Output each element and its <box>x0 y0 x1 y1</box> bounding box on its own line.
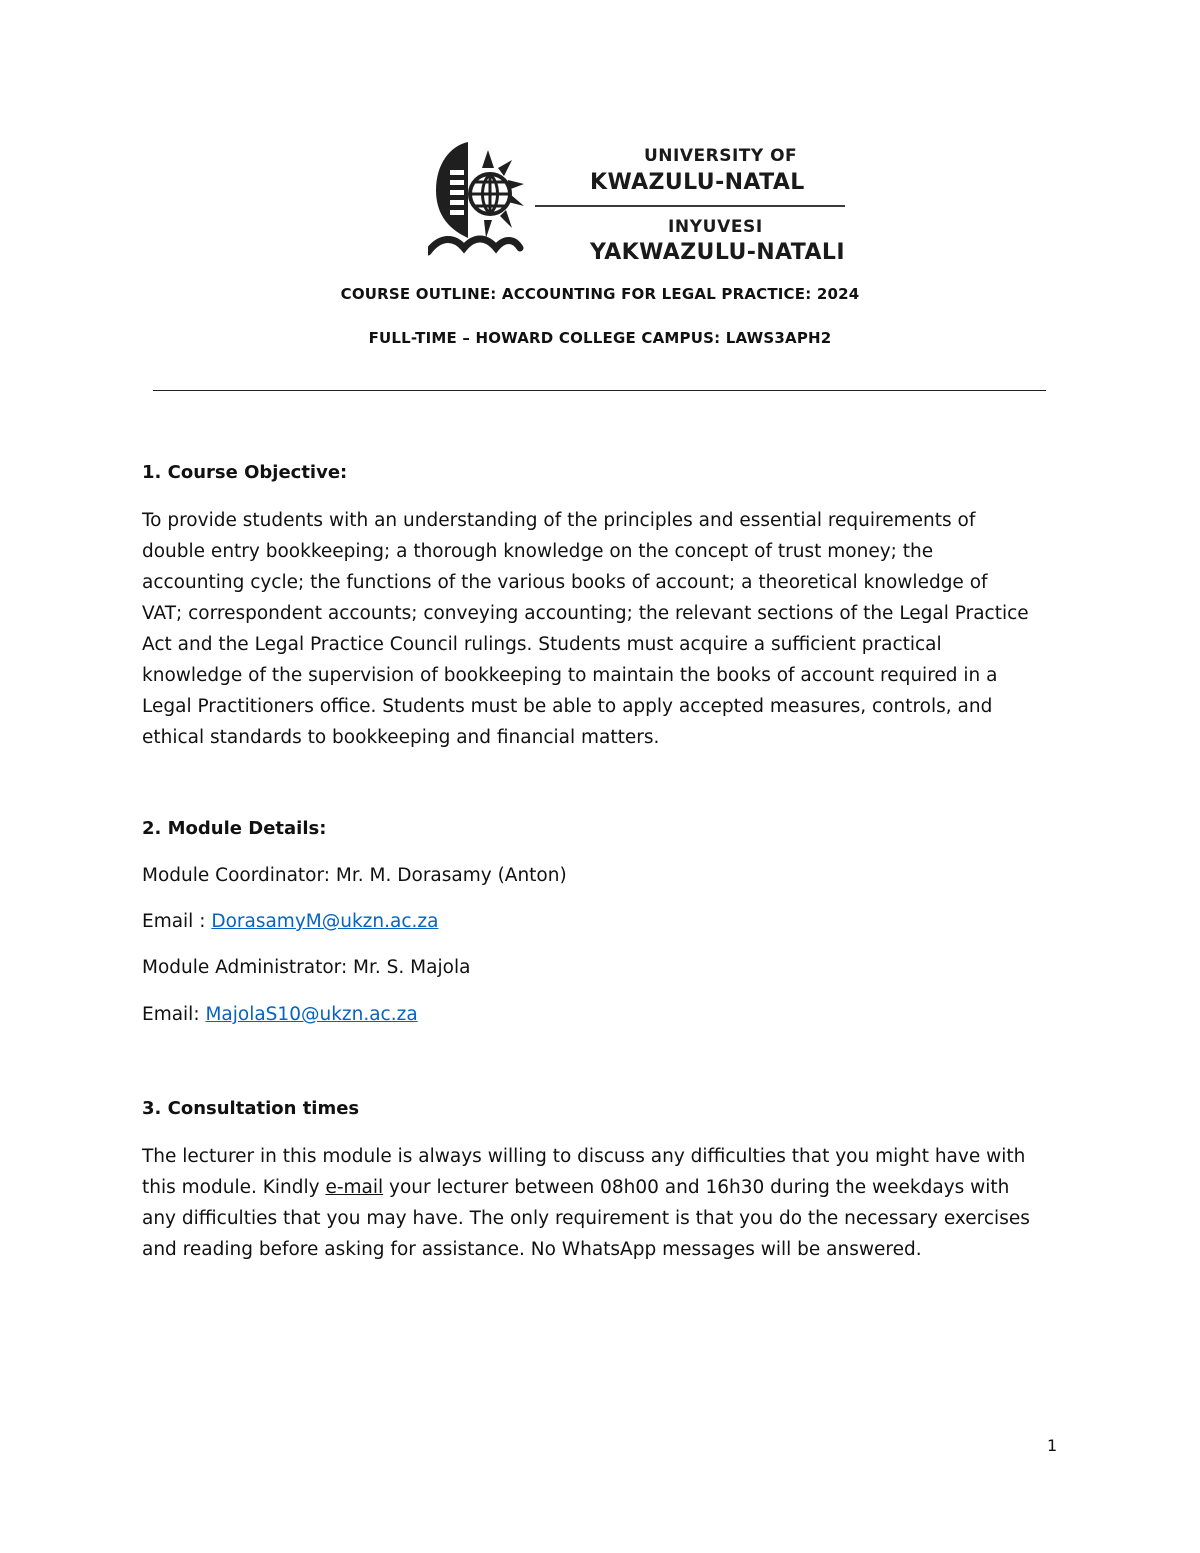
logo-line-3: INYUVESI <box>668 217 763 237</box>
university-logo <box>428 140 845 266</box>
paragraph-line: and reading before asking for assistance. No WhatsApp messages will be answered. <box>142 1239 922 1260</box>
paragraph-line: The lecturer in this module is always willing to discuss any difficulties that you might have with <box>142 1146 1026 1167</box>
email-label: Email: <box>142 1004 206 1025</box>
administrator-email-link[interactable]: MajolaS10@ukzn.ac.za <box>205 1004 418 1025</box>
logo-text <box>590 140 845 265</box>
text-segment: this module. Kindly <box>142 1177 326 1198</box>
logo-line-4: YAKWAZULU-NATALI <box>590 240 845 265</box>
consultation-paragraph <box>142 1141 1062 1265</box>
logo-line-1: UNIVERSITY OF <box>644 146 798 166</box>
logo-line-2: KWAZULU-NATAL <box>590 170 805 195</box>
section-course-objective-title: 1. Course Objective: <box>142 462 348 483</box>
section-consultation-times-title: 3. Consultation times <box>142 1098 360 1119</box>
paragraph-line <box>142 1172 1062 1203</box>
paragraph-line: Act and the Legal Practice Council rulings. Students must acquire a sufficient practical <box>142 634 942 655</box>
paragraph-line: ethical standards to bookkeeping and financial matters. <box>142 727 660 748</box>
paragraph-line: VAT; correspondent accounts; conveying accounting; the relevant sections of the Legal Practice <box>142 603 1029 624</box>
paragraph-line: To provide students with an understanding of the principles and essential requirements of <box>142 510 976 531</box>
university-crest-icon <box>428 140 588 266</box>
module-coordinator: Module Coordinator: Mr. M. Dorasamy (Anton) <box>142 865 567 886</box>
paragraph-line: double entry bookkeeping; a thorough knowledge on the concept of trust money; the <box>142 541 934 562</box>
course-objective-paragraph <box>142 505 1062 753</box>
text-segment: your lecturer between 08h00 and 16h30 during the weekdays with <box>383 1177 1010 1198</box>
paragraph-line: Legal Practitioners office. Students must be able to apply accepted measures, controls, and <box>142 696 993 717</box>
email-label: Email : <box>142 911 212 932</box>
header-divider <box>153 390 1046 391</box>
document-title: COURSE OUTLINE: ACCOUNTING FOR LEGAL PRACTICE: 2024 <box>340 285 860 303</box>
email-word-link[interactable]: e-mail <box>325 1177 384 1198</box>
logo-divider <box>535 205 845 207</box>
section-module-details-title: 2. Module Details: <box>142 818 327 839</box>
paragraph-line: knowledge of the supervision of bookkeeping to maintain the books of account required in a <box>142 665 998 686</box>
coordinator-email-row <box>142 911 438 932</box>
document-subtitle: FULL-TIME – HOWARD COLLEGE CAMPUS: LAWS3APH2 <box>368 329 832 347</box>
page-number: 1 <box>1047 1436 1058 1455</box>
coordinator-email-link[interactable]: DorasamyM@ukzn.ac.za <box>211 911 439 932</box>
paragraph-line: accounting cycle; the functions of the various books of account; a theoretical knowledge of <box>142 572 988 593</box>
administrator-email-row <box>142 1004 418 1025</box>
paragraph-line: any difficulties that you may have. The only requirement is that you do the necessary exercises <box>142 1208 1030 1229</box>
module-administrator: Module Administrator: Mr. S. Majola <box>142 957 471 978</box>
